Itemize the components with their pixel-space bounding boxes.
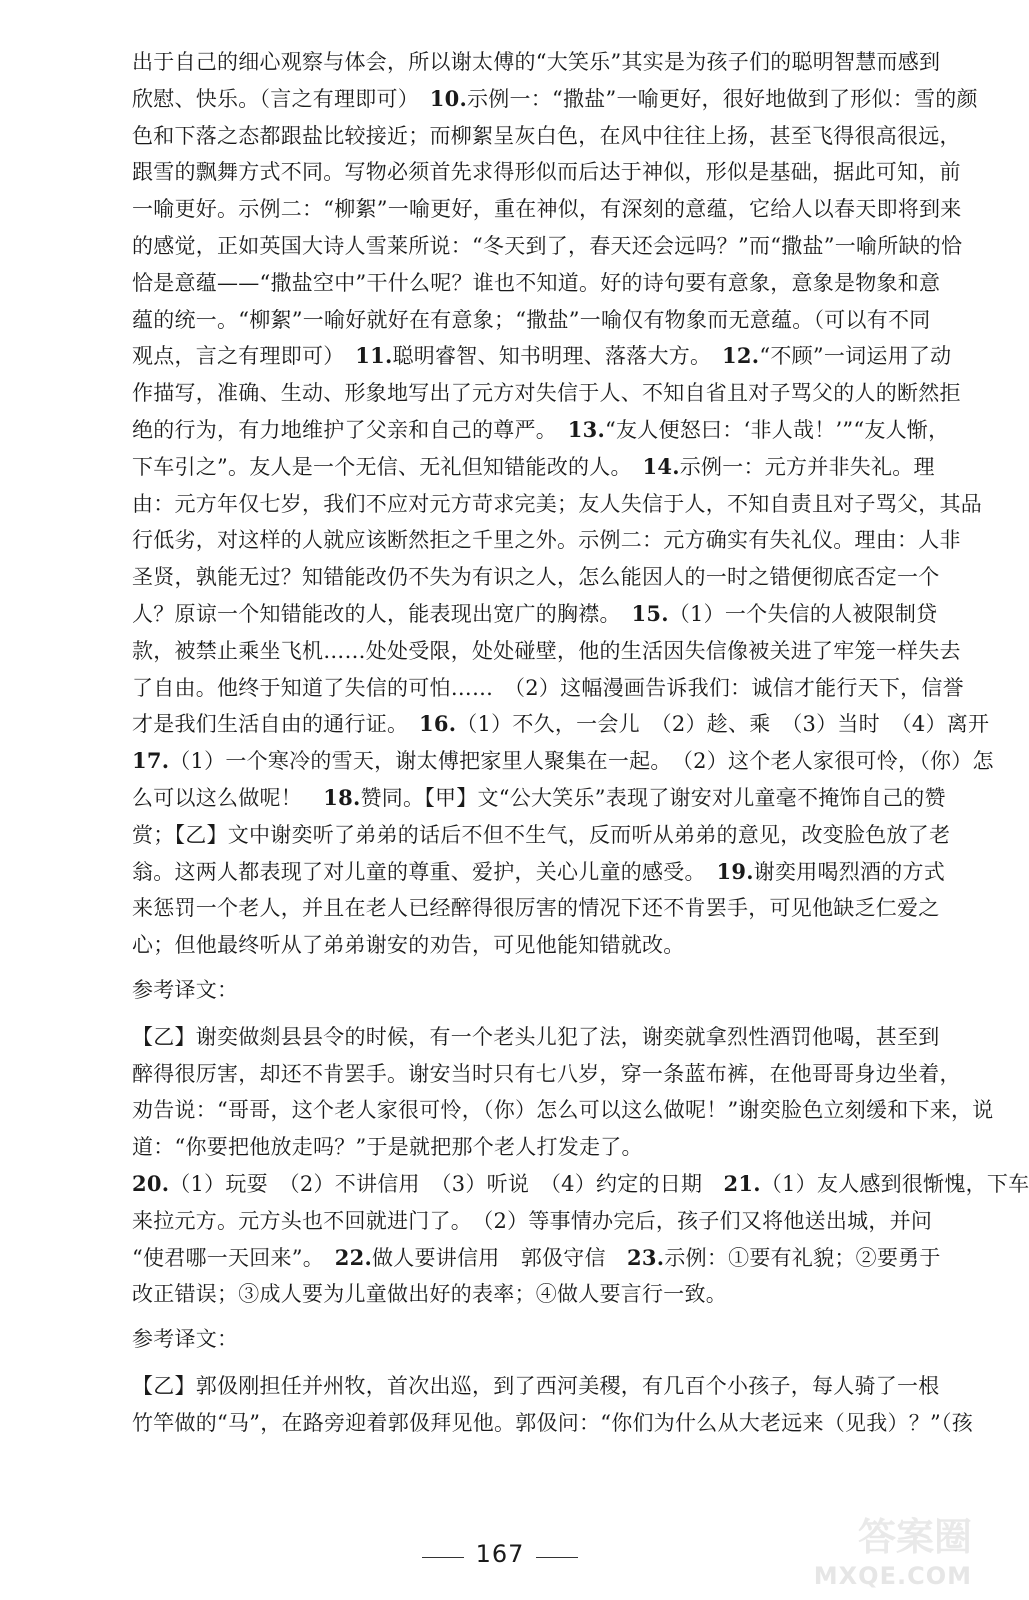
text-line: 17.（1）一个寒冷的雪天，谢太傅把家里人聚集在一起。 （2）这个老人家很可怜，（你）怎 bbox=[132, 748, 994, 774]
text-line: 跟雪的飘舞方式不同。写物必须首先求得形似而后达于神似，形似是基础，据此可知，前 bbox=[132, 160, 961, 185]
translation-line: 竹竿做的“马”，在路旁迎着郭伋拜见他。郭伋问：“你们为什么从大老远来（见我）？”（孩 bbox=[132, 1410, 973, 1435]
text-line: 观点，言之有理即可） 11.聪明睿智、知书明理、落落大方。 12.“不顾”一词运用了动 bbox=[132, 343, 952, 369]
translation-label: 参考译文： bbox=[132, 977, 239, 1002]
text-line: 出于自己的细心观察与体会，所以谢太傅的“大笑乐”其实是为孩子们的聪明智慧而感到 bbox=[132, 50, 941, 74]
question-number: 17. bbox=[132, 748, 170, 774]
question-number: 12. bbox=[722, 343, 760, 369]
watermark bbox=[802, 1506, 972, 1590]
text-line: 下车引之”。友人是一个无信、无礼但知错能改的人。 14.示例一：元方并非失礼。理 bbox=[132, 453, 935, 479]
text-line: 的感觉，正如英国大诗人雪莱所说：“冬天到了，春天还会远吗？”而“撒盐”一喻所缺的恰 bbox=[132, 233, 963, 258]
translation-line: 醉得很厉害，却还不肯罢手。谢安当时只有七八岁，穿一条蓝布裤，在他哥哥身边坐着， bbox=[132, 1061, 961, 1086]
translation-line: 【乙】郭伋刚担任并州牧，首次出巡，到了西河美稷，有几百个小孩子，每人骑了一根 bbox=[132, 1373, 940, 1398]
text-line: 行低劣，对这样的人就应该断然拒之千里之外。示例二：元方确实有失礼仪。理由：人非 bbox=[132, 528, 961, 553]
question-number: 15. bbox=[631, 600, 669, 626]
question-number: 10. bbox=[429, 85, 468, 111]
text-line: 翁。这两人都表现了对儿童的尊重、爱护，关心儿童的感受。 19.谢奕用喝烈酒的方式 bbox=[132, 858, 946, 884]
page-body bbox=[132, 44, 1029, 1441]
watermark-site: MXQE.COM bbox=[813, 1562, 972, 1590]
text-line: 一喻更好。示例二：“柳絮”一喻更好，重在神似，有深刻的意蕴，它给人以春天即将到来 bbox=[132, 197, 962, 222]
text-line: 来拉元方。元方头也不回就进门了。 （2）等事情办完后，孩子们又将他送出城，并问 bbox=[132, 1208, 933, 1233]
watermark-logo: 答案圈 bbox=[857, 1515, 972, 1559]
text-line: 么可以这么做呢！ 18.赞同。【甲】文“公大笑乐”表现了谢安对儿童毫不掩饰自己的赞 bbox=[132, 784, 946, 810]
translation-label: 参考译文： bbox=[132, 1327, 239, 1352]
text-line: 了自由。他终于知道了失信的可怕…… （2）这幅漫画告诉我们：诚信才能行天下，信誉 bbox=[132, 675, 964, 700]
text-line: 才是我们生活自由的通行证。 16.（1）不久，一会儿 （2）趁、乘 （3）当时 （4）离开 bbox=[132, 711, 990, 737]
text-line: 人？原谅一个知错能改的人，能表现出宽广的胸襟。 15.（1）一个失信的人被限制贷 bbox=[132, 600, 938, 626]
text-line: 绝的行为，有力地维护了父亲和自己的尊严。 13.“友人便怒曰：‘非人哉！’”“友人惭， bbox=[132, 416, 950, 442]
question-number: 20. bbox=[132, 1170, 170, 1196]
text-line: 欣慰、快乐。（言之有理即可） 10.示例一：“撒盐”一喻更好，很好地做到了形似：雪的颜 bbox=[132, 85, 978, 111]
text-line: “使君哪一天回来”。 22.做人要讲信用 郭伋守信 23.示例：①要有礼貌；②要勇于 bbox=[132, 1244, 941, 1270]
question-number: 13. bbox=[567, 416, 606, 442]
question-number: 11. bbox=[355, 343, 393, 369]
text-line: 色和下落之态都跟盐比较接近；而柳絮呈灰白色，在风中往往上扬，甚至飞得很高很远， bbox=[132, 123, 961, 148]
text-line: 心；但他最终听从了弟弟谢安的劝告，可见他能知错就改。 bbox=[132, 933, 685, 958]
text-line: 来惩罚一个老人，并且在老人已经醉得很厉害的情况下还不肯罢手，可见他缺乏仁爱之 bbox=[132, 896, 940, 921]
translation-line: 道：“你要把他放走吗？”于是就把那个老人打发走了。 bbox=[132, 1135, 643, 1160]
page-number: 167 bbox=[475, 1540, 525, 1568]
text-line: 作描写，准确、生动、形象地写出了元方对失信于人、不知自省且对子骂父的人的断然拒 bbox=[132, 381, 961, 406]
question-number: 18. bbox=[323, 784, 361, 810]
text-line: 改正错误；③成人要为儿童做出好的表率；④做人要言行一致。 bbox=[132, 1282, 727, 1307]
text-line: 蕴的统一。“柳絮”一喻好就好在有意象；“撒盐”一喻仅有物象而无意蕴。（可以有不同 bbox=[132, 307, 931, 332]
text-line: 恰是意蕴——“撒盐空中”干什么呢？谁也不知道。好的诗句要有意象，意象是物象和意 bbox=[132, 270, 941, 295]
text-line: 20.（1）玩耍 （2）不讲信用 （3）听说 （4）约定的日期 21.（1）友人感到很惭愧，下车 bbox=[132, 1170, 1029, 1196]
translation-line: 劝告说：“哥哥，这个老人家很可怜，（你）怎么可以这么做呢！”谢奕脸色立刻缓和下来，说 bbox=[132, 1098, 994, 1123]
footer-dash-right bbox=[536, 1557, 578, 1558]
question-number: 22. bbox=[334, 1244, 373, 1270]
question-number: 14. bbox=[642, 453, 680, 479]
question-number: 23. bbox=[627, 1244, 665, 1270]
question-number: 19. bbox=[716, 858, 754, 884]
text-line: 款，被禁止乘坐飞机……处处受限，处处碰壁，他的生活因失信像被关进了牢笼一样失去 bbox=[132, 638, 961, 663]
text-line: 圣贤，孰能无过？知错能改仍不失为有识之人，怎么能因人的一时之错便彻底否定一个 bbox=[132, 565, 940, 590]
text-line: 由：元方年仅七岁，我们不应对元方苛求完美；友人失信于人，不知自责且对子骂父，其品 bbox=[132, 491, 982, 516]
footer-dash-left bbox=[422, 1557, 464, 1558]
question-number: 21. bbox=[723, 1170, 761, 1196]
translation-line: 【乙】谢奕做剡县县令的时候，有一个老头儿犯了法，谢奕就拿烈性酒罚他喝，甚至到 bbox=[132, 1024, 940, 1049]
text-line: 赏；【乙】文中谢奕听了弟弟的话后不但不生气，反而听从弟弟的意见，改变脸色放了老 bbox=[132, 822, 951, 847]
question-number: 16. bbox=[419, 711, 457, 737]
